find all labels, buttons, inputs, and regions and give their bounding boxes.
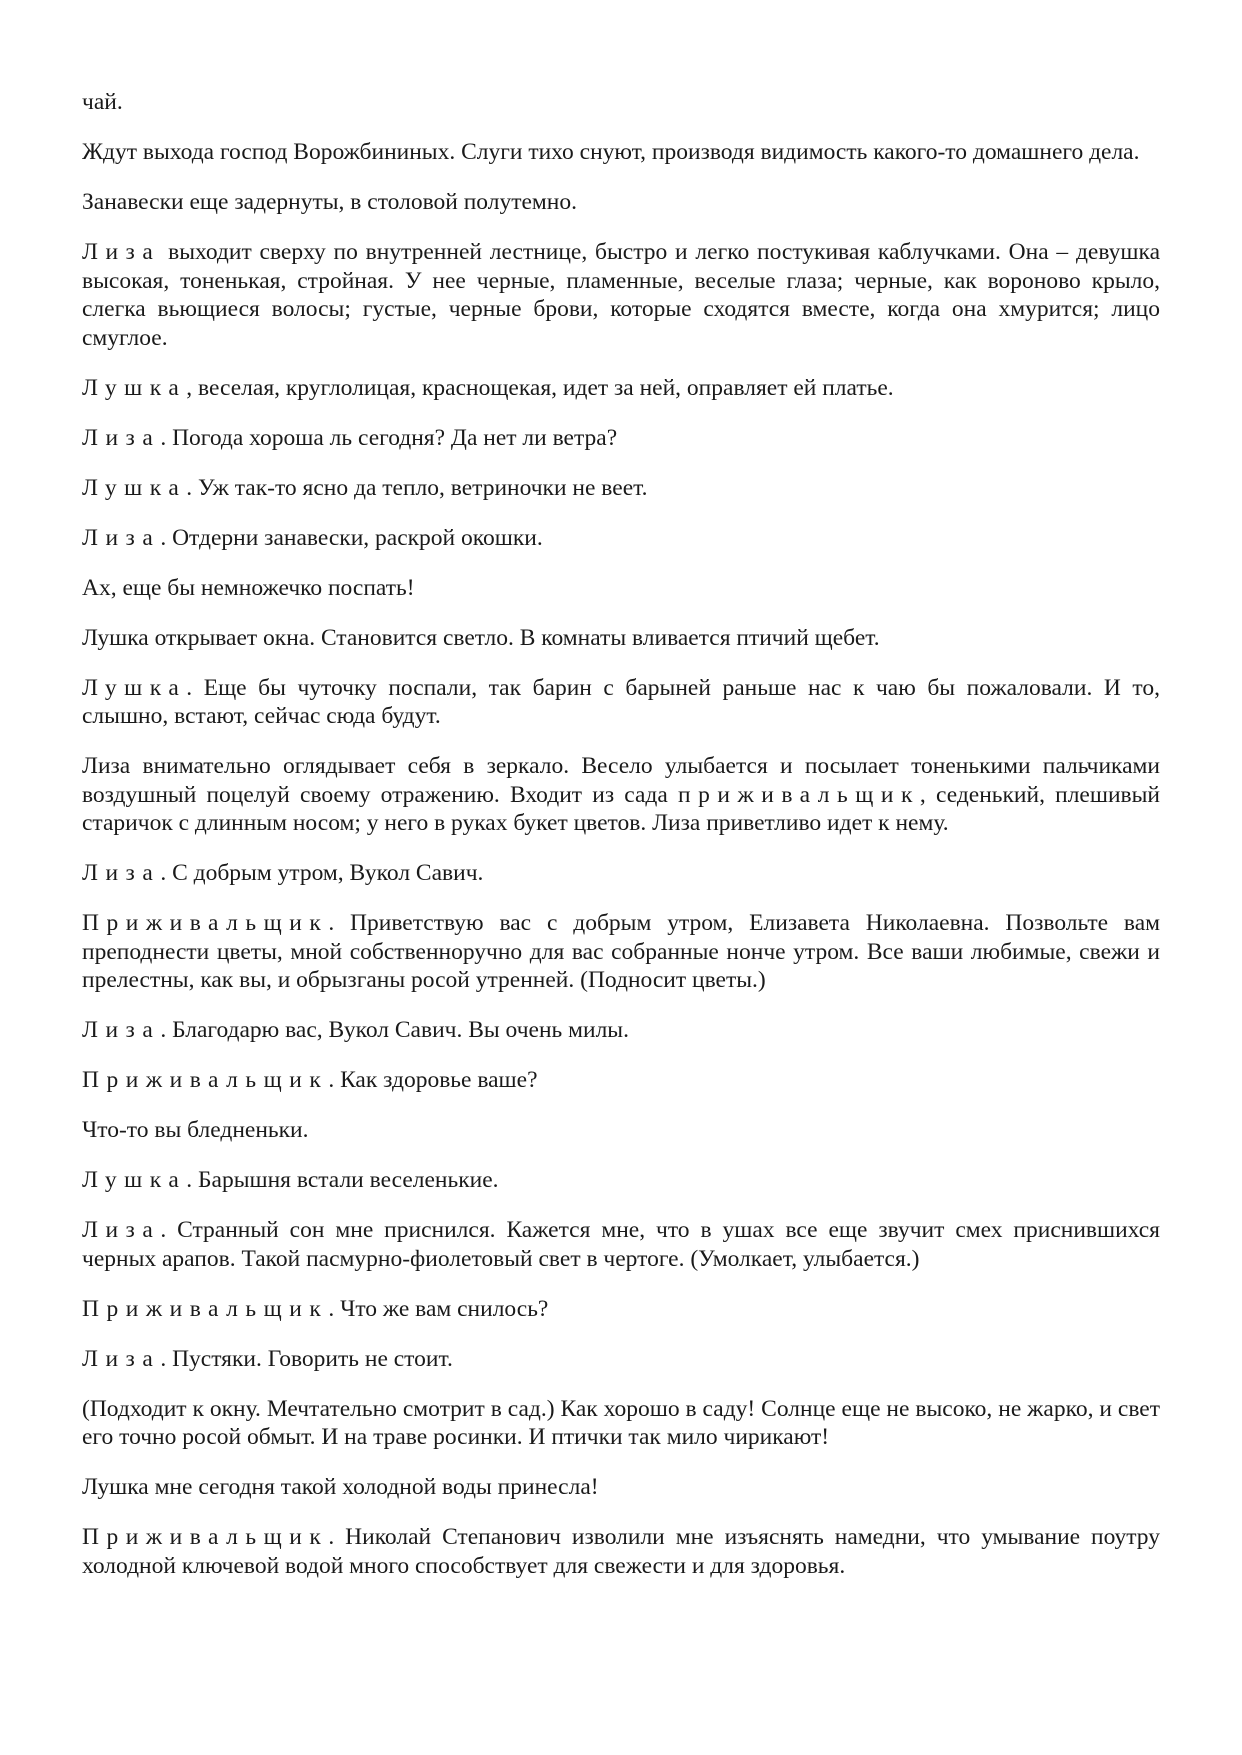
paragraph-text: чай. [82, 89, 123, 115]
paragraph-text: Ждут выхода господ Ворожбининых. Слуги тихо снуют, производя видимость какого-то домашнего дела. [82, 139, 1140, 165]
speaker-name: Лушка [82, 1167, 187, 1193]
speaker-name: Лиза [82, 1345, 161, 1372]
speaker-name: Лушка [82, 474, 187, 501]
paragraph-text: (Подходит к окну. Мечтательно смотрит в сад.) Как хорошо в саду! Солнце еще не высоко, не жарко, и свет его точно росой обмыт. И на траве росинки. И птички так мило чирикают! [82, 1395, 1160, 1450]
paragraph-text: . Странный сон мне приснился. Кажется мне, что в ушах все еще звучит смех приснившихся черных арапов. Такой пасмурно-фиолетовый свет в чертоге. (Умолкает, улыбается.) [82, 1217, 1160, 1272]
paragraph-text: Ах, еще бы немножечко поспать! [82, 574, 415, 601]
paragraph-text: . С добрым утром, Вукол Савич. [160, 860, 484, 886]
paragraph-text: . Пустяки. Говорить не стоит. [160, 1345, 453, 1372]
paragraph-24 [82, 1523, 1160, 1580]
paragraph-6 [82, 424, 1160, 453]
paragraph-12 [82, 752, 1160, 838]
paragraph-text: . Погода хороша ль сегодня? Да нет ли ветра? [160, 424, 618, 451]
paragraph-text: . Николай Степанович изволили мне изъяснять намедни, что умывание поутру холодной ключевой водой много способствует для свежести и для здоровья. [82, 1524, 1160, 1579]
paragraph-4 [82, 238, 1160, 352]
speaker-name: Лушка [82, 374, 187, 401]
speaker-name: Лушка [82, 674, 187, 701]
paragraph-7 [82, 474, 1160, 503]
paragraph-15 [82, 1016, 1160, 1045]
paragraph-text: . Отдерни занавески, раскрой окошки. [160, 524, 543, 551]
document-page [82, 88, 1160, 1602]
paragraph-23 [82, 1473, 1160, 1502]
paragraph-14 [82, 909, 1160, 995]
paragraph-10 [82, 624, 1160, 653]
paragraph-16 [82, 1066, 1160, 1095]
paragraph-text: Лушка открывает окна. Становится светло. В комнаты вливается птичий щебет. [82, 624, 880, 651]
paragraph-text: , веселая, круглолицая, краснощекая, идет за ней, оправляет ей платье. [186, 374, 894, 401]
paragraph-13 [82, 859, 1160, 888]
speaker-name: Лиза [82, 1017, 161, 1043]
character-name: приживальщик [678, 781, 920, 808]
paragraph-text: Занавески еще задернуты, в столовой полутемно. [82, 189, 577, 215]
paragraph-text: . Что же вам снилось? [328, 1295, 549, 1322]
speaker-name: Лиза [82, 860, 161, 886]
paragraph-8 [82, 524, 1160, 553]
paragraph-1 [82, 88, 1160, 117]
speaker-name: Лиза [82, 524, 161, 551]
paragraph-18 [82, 1166, 1160, 1195]
paragraph-text: . Приветствую вас с добрым утром, Елизавета Николаевна. Позвольте вам преподнести цветы, мной собственноручно для вас собранные нонче утром. Все ваши любимые, свежи и прелестны, как вы, и обрызганы росой утренней. (Подносит цветы.) [82, 910, 1160, 993]
paragraph-text: . Как здоровье ваше? [328, 1067, 538, 1093]
paragraph-text: . Благодарю вас, Вукол Савич. Вы очень милы. [160, 1017, 629, 1043]
paragraph-text: . Уж так-то ясно да тепло, ветриночки не веет. [186, 474, 648, 501]
paragraph-22 [82, 1395, 1160, 1452]
paragraph-2 [82, 138, 1160, 167]
speaker-name: Лиза [82, 1217, 161, 1243]
paragraph-21 [82, 1345, 1160, 1374]
speaker-name: Лиза [82, 239, 161, 265]
speaker-name: Приживальщик [82, 1524, 329, 1550]
paragraph-text: . Еще бы чуточку поспали, так барин с барыней раньше нас к чаю бы пожаловали. И то, слышно, встают, сейчас сюда будут. [82, 674, 1160, 729]
paragraph-3 [82, 188, 1160, 217]
paragraph-text: выходит сверху по внутренней лестнице, быстро и легко постукивая каблучками. Она – девушка высокая, тоненькая, стройная. У нее черные, пламенные, веселые глаза; черные, как вороново крыло, слегка вьющиеся волосы; густые, черные брови, которые сходятся вместе, когда она хмурится; лицо смуглое. [82, 239, 1160, 351]
paragraph-17 [82, 1116, 1160, 1145]
paragraph-19 [82, 1216, 1160, 1273]
speaker-name: Приживальщик [82, 910, 329, 936]
paragraph-11 [82, 674, 1160, 731]
speaker-name: Лиза [82, 424, 161, 451]
speaker-name: Приживальщик [82, 1067, 329, 1093]
paragraph-text-continued: , седенький, плешивый старичок с длинным носом; у него в руках букет цветов. Лиза приветливо идет к нему. [82, 781, 1160, 836]
paragraph-9 [82, 574, 1160, 603]
paragraph-text: Лиза внимательно оглядывает себя в зеркало. Весело улыбается и посылает тоненькими пальчиками воздушный поцелуй своему отражению. Входит из сада [82, 753, 1160, 808]
paragraph-20 [82, 1295, 1160, 1324]
paragraph-text: Что-то вы бледненьки. [82, 1117, 309, 1143]
paragraph-text: Лушка мне сегодня такой холодной воды принесла! [82, 1474, 599, 1500]
speaker-name: Приживальщик [82, 1295, 329, 1322]
paragraph-text: . Барышня встали веселенькие. [186, 1167, 499, 1193]
paragraph-5 [82, 374, 1160, 403]
